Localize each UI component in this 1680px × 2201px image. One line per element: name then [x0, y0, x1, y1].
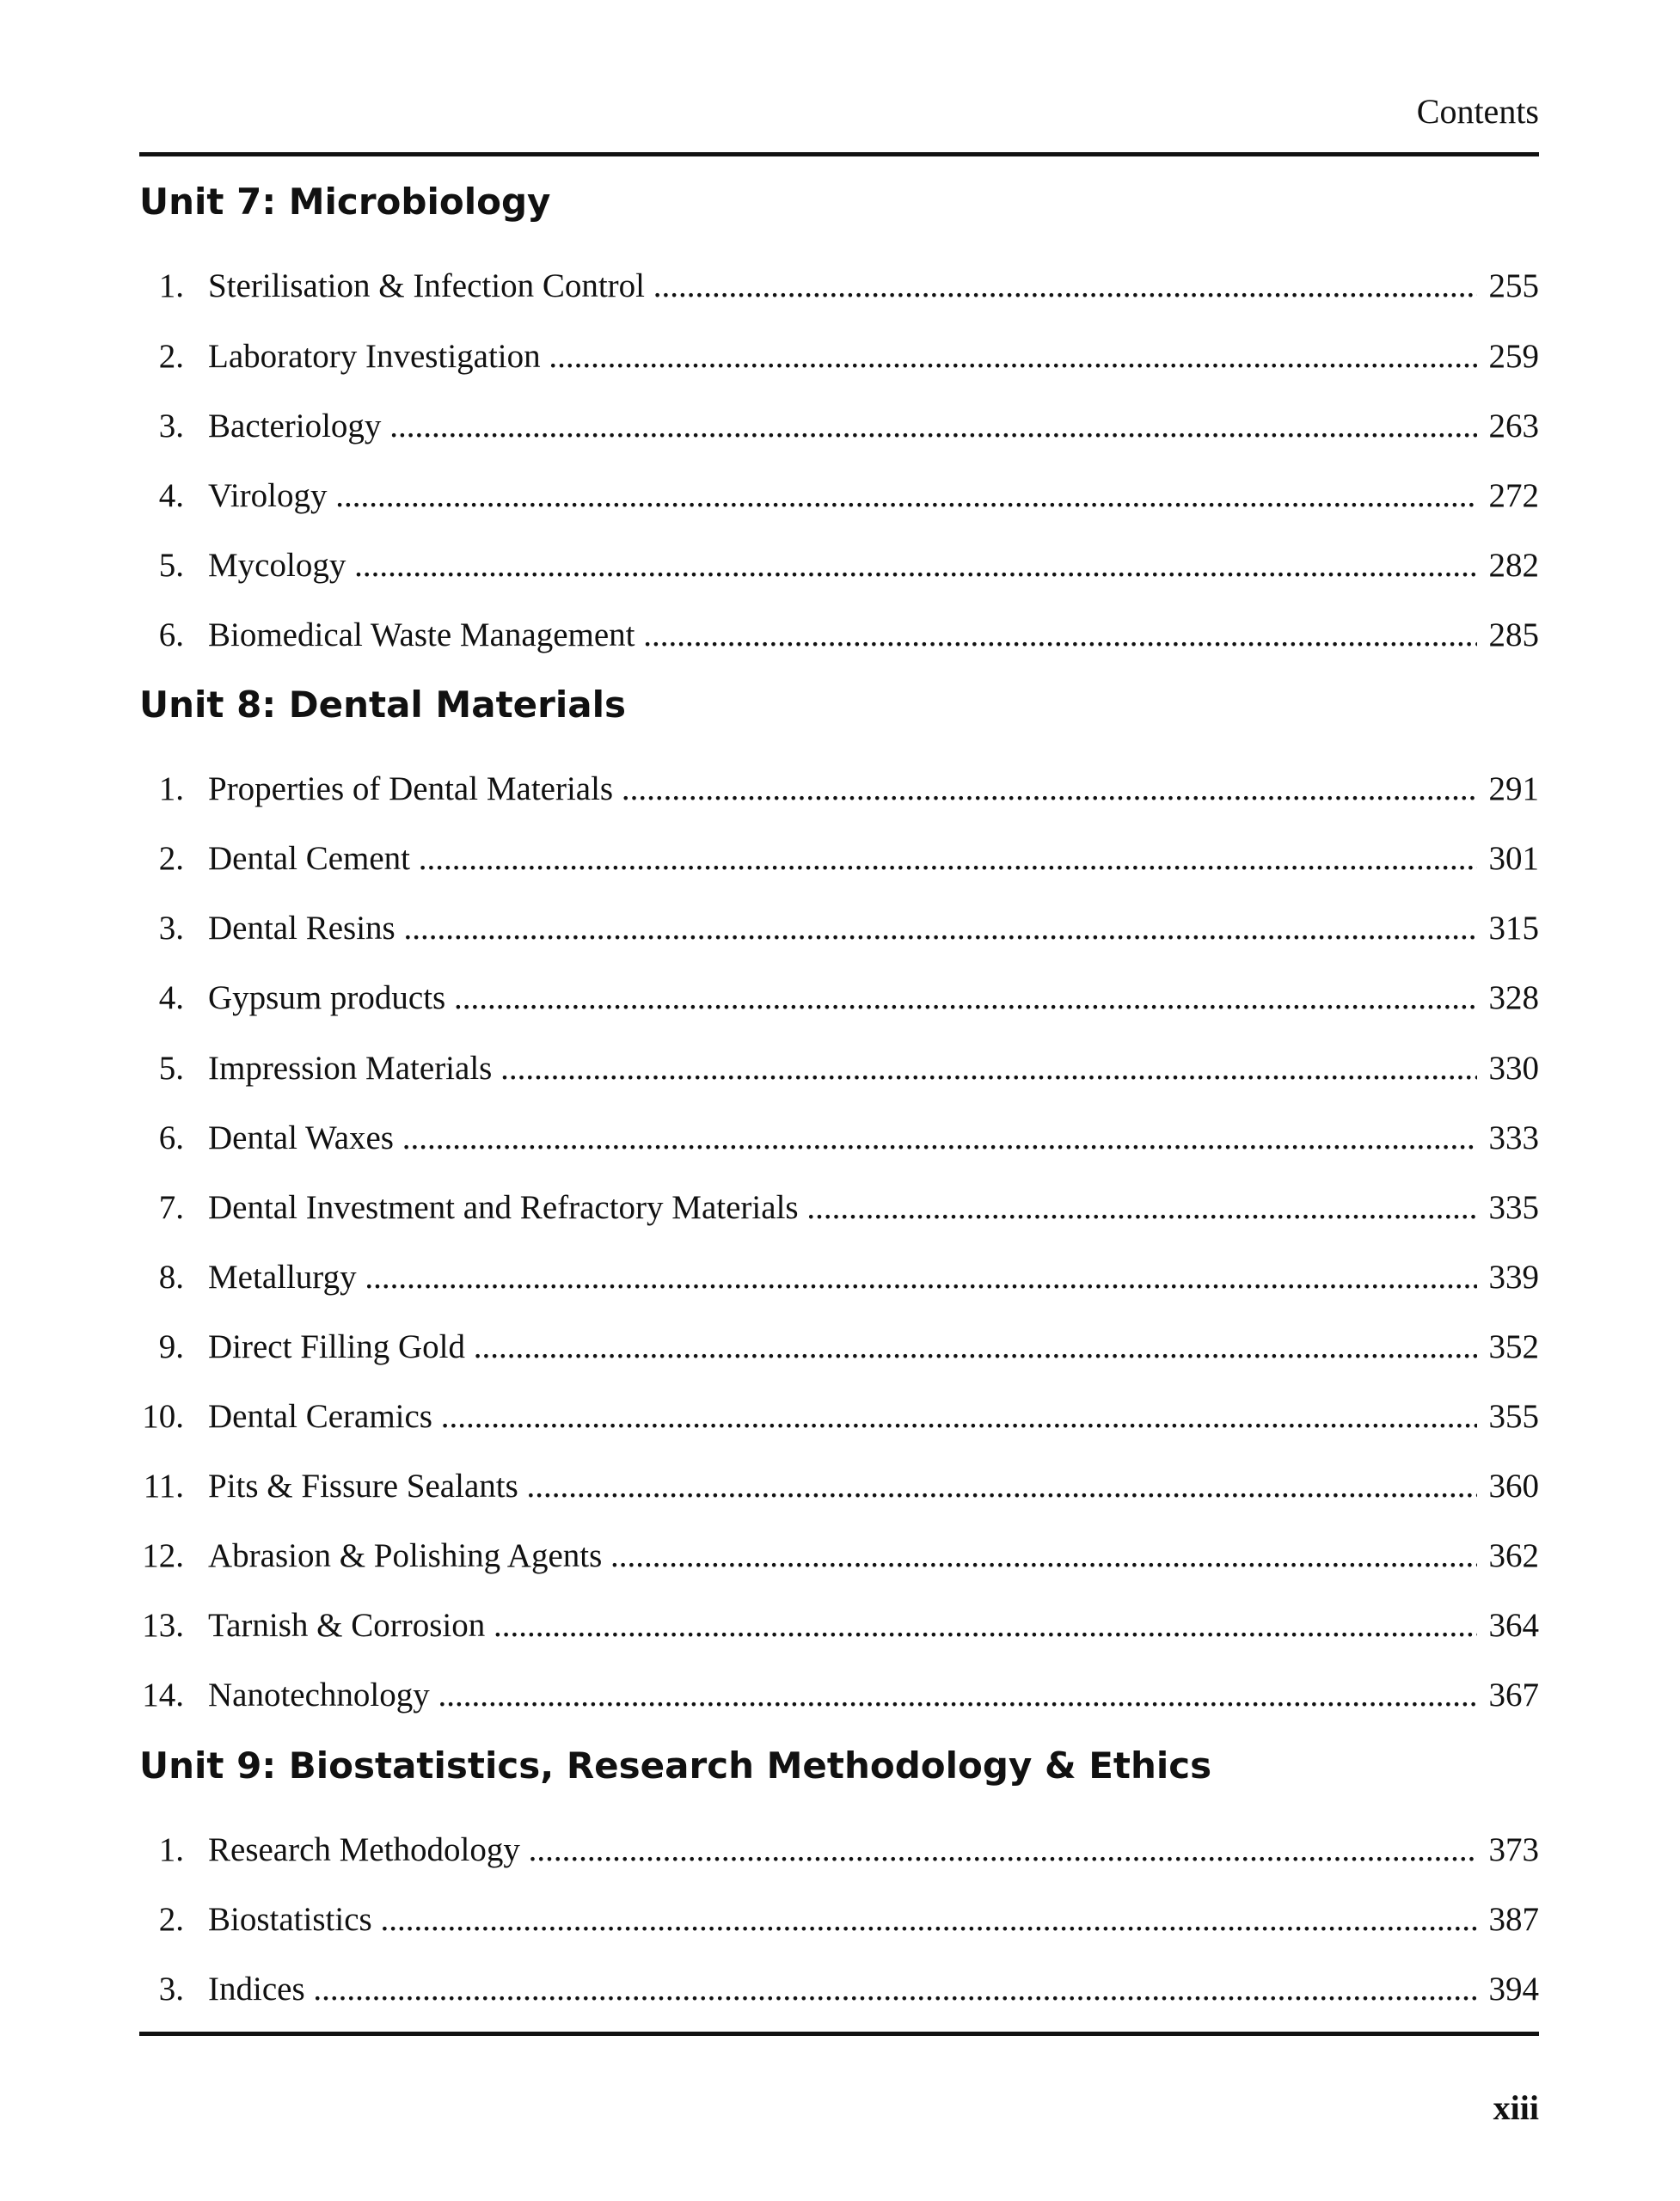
entry-number: 5. — [158, 1050, 184, 1087]
entry-number: 9. — [158, 1328, 184, 1365]
entry-page-number: 364 — [1488, 1607, 1539, 1644]
toc-entry — [139, 334, 1539, 380]
entry-title: Abrasion & Polishing Agents ..... — [208, 1533, 1477, 1579]
entry-title: Biomedical Waste Management ..... — [208, 612, 1477, 659]
entry-number: 14. — [142, 1677, 184, 1714]
toc-entry — [139, 1897, 1539, 1943]
page-folio: xiii — [1493, 2088, 1539, 2127]
entry-page-number: 255 — [1488, 267, 1539, 304]
entry-page-number: 285 — [1488, 616, 1539, 653]
entry-number: 13. — [142, 1607, 184, 1644]
entry-number: 6. — [158, 1119, 184, 1156]
toc-entry — [139, 1672, 1539, 1719]
entry-title: Biostatistics ..... — [208, 1897, 1477, 1943]
toc-entry — [139, 543, 1539, 589]
entry-title: Dental Waxes ..... — [208, 1115, 1477, 1162]
entry-page-number: 330 — [1488, 1050, 1539, 1087]
entry-title: Bacteriology ..... — [208, 403, 1477, 450]
entry-title: Dental Ceramics ..... — [208, 1394, 1477, 1440]
entry-page-number: 339 — [1488, 1259, 1539, 1296]
running-head: Contents — [1416, 92, 1539, 131]
entry-page-number: 394 — [1488, 1971, 1539, 2008]
entry-page-number: 259 — [1488, 338, 1539, 375]
entry-number: 4. — [158, 477, 184, 514]
toc-entry — [139, 612, 1539, 659]
entry-title: Nanotechnology ..... — [208, 1672, 1477, 1719]
entry-title: Pits & Fissure Sealants ..... — [208, 1463, 1477, 1510]
entry-number: 3. — [158, 408, 184, 444]
toc-entry — [139, 1827, 1539, 1873]
toc-entry — [139, 836, 1539, 882]
toc-entry — [139, 1533, 1539, 1579]
unit-heading: Unit 9: Biostatistics, Research Methodology & Ethics — [139, 1744, 1212, 1787]
entry-title: Dental Cement ..... — [208, 836, 1477, 882]
entry-page-number: 373 — [1488, 1831, 1539, 1868]
entry-number: 4. — [158, 979, 184, 1016]
toc-entry — [139, 766, 1539, 812]
entry-number: 10. — [142, 1398, 184, 1435]
toc-entry — [139, 473, 1539, 519]
contents-page — [139, 0, 1539, 2201]
entry-page-number: 301 — [1488, 840, 1539, 877]
toc-entry — [139, 1394, 1539, 1440]
entry-page-number: 263 — [1488, 408, 1539, 444]
entry-title: Gypsum products ..... — [208, 975, 1477, 1021]
entry-number: 5. — [158, 547, 184, 584]
entry-number: 3. — [158, 910, 184, 947]
entry-page-number: 335 — [1488, 1189, 1539, 1226]
entry-title: Sterilisation & Infection Control ..... — [208, 263, 1477, 310]
toc-entry — [139, 1966, 1539, 2013]
entry-number: 1. — [158, 267, 184, 304]
entry-title: Indices ..... — [208, 1966, 1477, 2013]
entry-page-number: 362 — [1488, 1537, 1539, 1574]
entry-number: 6. — [158, 616, 184, 653]
entry-number: 3. — [158, 1971, 184, 2008]
entry-title: Laboratory Investigation ..... — [208, 334, 1477, 380]
toc-entry — [139, 263, 1539, 310]
entry-title: Properties of Dental Materials ..... — [208, 766, 1477, 812]
entry-page-number: 282 — [1488, 547, 1539, 584]
entry-title: Virology ..... — [208, 473, 1477, 519]
entry-number: 11. — [143, 1468, 184, 1505]
entry-number: 12. — [142, 1537, 184, 1574]
unit-heading: Unit 8: Dental Materials — [139, 684, 626, 726]
toc-entry — [139, 905, 1539, 952]
entry-title: Tarnish & Corrosion ..... — [208, 1603, 1477, 1649]
entry-page-number: 387 — [1488, 1901, 1539, 1938]
entry-number: 2. — [158, 1901, 184, 1938]
entry-title: Direct Filling Gold ..... — [208, 1324, 1477, 1370]
entry-title: Dental Resins ..... — [208, 905, 1477, 952]
toc-entry — [139, 975, 1539, 1021]
entry-page-number: 328 — [1488, 979, 1539, 1016]
entry-title: Impression Materials ..... — [208, 1045, 1477, 1092]
entry-number: 8. — [158, 1259, 184, 1296]
toc-entry — [139, 1463, 1539, 1510]
footer-rule — [139, 2032, 1539, 2036]
entry-page-number: 360 — [1488, 1468, 1539, 1505]
toc-entry — [139, 403, 1539, 450]
entry-page-number: 352 — [1488, 1328, 1539, 1365]
entry-number: 1. — [158, 770, 184, 807]
entry-title: Dental Investment and Refractory Materials ..... — [208, 1185, 1477, 1231]
entry-title: Mycology ..... — [208, 543, 1477, 589]
entry-page-number: 315 — [1488, 910, 1539, 947]
entry-page-number: 333 — [1488, 1119, 1539, 1156]
entry-page-number: 367 — [1488, 1677, 1539, 1714]
entry-page-number: 272 — [1488, 477, 1539, 514]
entry-title: Metallurgy ..... — [208, 1254, 1477, 1301]
entry-page-number: 291 — [1488, 770, 1539, 807]
header-rule — [139, 152, 1539, 156]
toc-entry — [139, 1603, 1539, 1649]
toc-entry — [139, 1115, 1539, 1162]
entry-number: 7. — [158, 1189, 184, 1226]
toc-entry — [139, 1045, 1539, 1092]
entry-page-number: 355 — [1488, 1398, 1539, 1435]
entry-number: 1. — [158, 1831, 184, 1868]
entry-number: 2. — [158, 338, 184, 375]
toc-entry — [139, 1324, 1539, 1370]
entry-title: Research Methodology ..... — [208, 1827, 1477, 1873]
unit-heading: Unit 7: Microbiology — [139, 181, 551, 223]
entry-number: 2. — [158, 840, 184, 877]
toc-entry — [139, 1254, 1539, 1301]
toc-entry — [139, 1185, 1539, 1231]
